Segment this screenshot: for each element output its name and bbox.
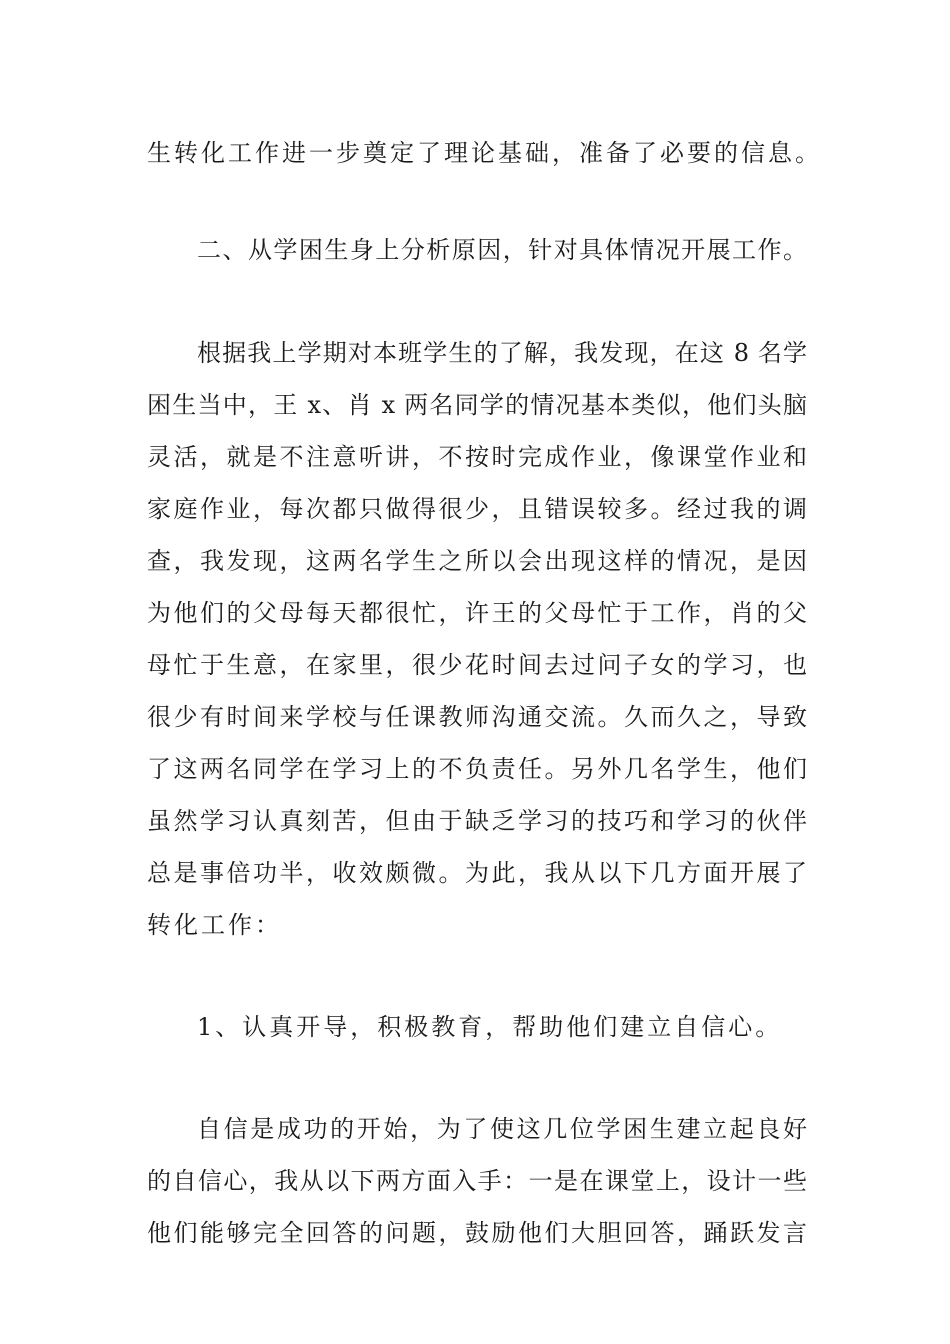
text-line: 灵活，就是不注意听讲，不按时完成作业，像课堂作业和 bbox=[147, 443, 807, 471]
text-line: 自信是成功的开始，为了使这几位学困生建立起良好 bbox=[197, 1115, 807, 1143]
text-line: 家庭作业，每次都只做得很少，且错误较多。经过我的调 bbox=[147, 495, 807, 523]
text-line: 总是事倍功半，收效颇微。为此，我从以下几方面开展了 bbox=[147, 859, 807, 887]
section-heading: 二、从学困生身上分析原因，针对具体情况开展工作。 bbox=[197, 236, 807, 264]
text-line: 母忙于生意，在家里，很少花时间去过问子女的学习，也 bbox=[147, 651, 807, 679]
text-line: 转化工作： bbox=[147, 911, 282, 939]
text-line: 困生当中，王 x、肖 x 两名同学的情况基本类似，他们头脑 bbox=[147, 391, 807, 419]
text-line: 的自信心，我从以下两方面入手：一是在课堂上，设计一些 bbox=[147, 1167, 807, 1195]
section-heading: 1、认真开导，积极教育，帮助他们建立自信心。 bbox=[197, 1013, 783, 1041]
text-line: 很少有时间来学校与任课教师沟通交流。久而久之，导致 bbox=[147, 703, 807, 731]
text-line: 虽然学习认真刻苦，但由于缺乏学习的技巧和学习的伙伴 bbox=[147, 807, 807, 835]
text-line: 他们能够完全回答的问题，鼓励他们大胆回答，踊跃发言 bbox=[147, 1219, 807, 1247]
text-line: 根据我上学期对本班学生的了解，我发现，在这 8 名学 bbox=[197, 339, 807, 367]
text-line: 生转化工作进一步奠定了理论基础，准备了必要的信息。 bbox=[147, 139, 822, 167]
text-line: 为他们的父母每天都很忙，许王的父母忙于工作，肖的父 bbox=[147, 599, 807, 627]
text-line: 了这两名同学在学习上的不负责任。另外几名学生，他们 bbox=[147, 755, 807, 783]
text-line: 查，我发现，这两名学生之所以会出现这样的情况，是因 bbox=[147, 547, 807, 575]
